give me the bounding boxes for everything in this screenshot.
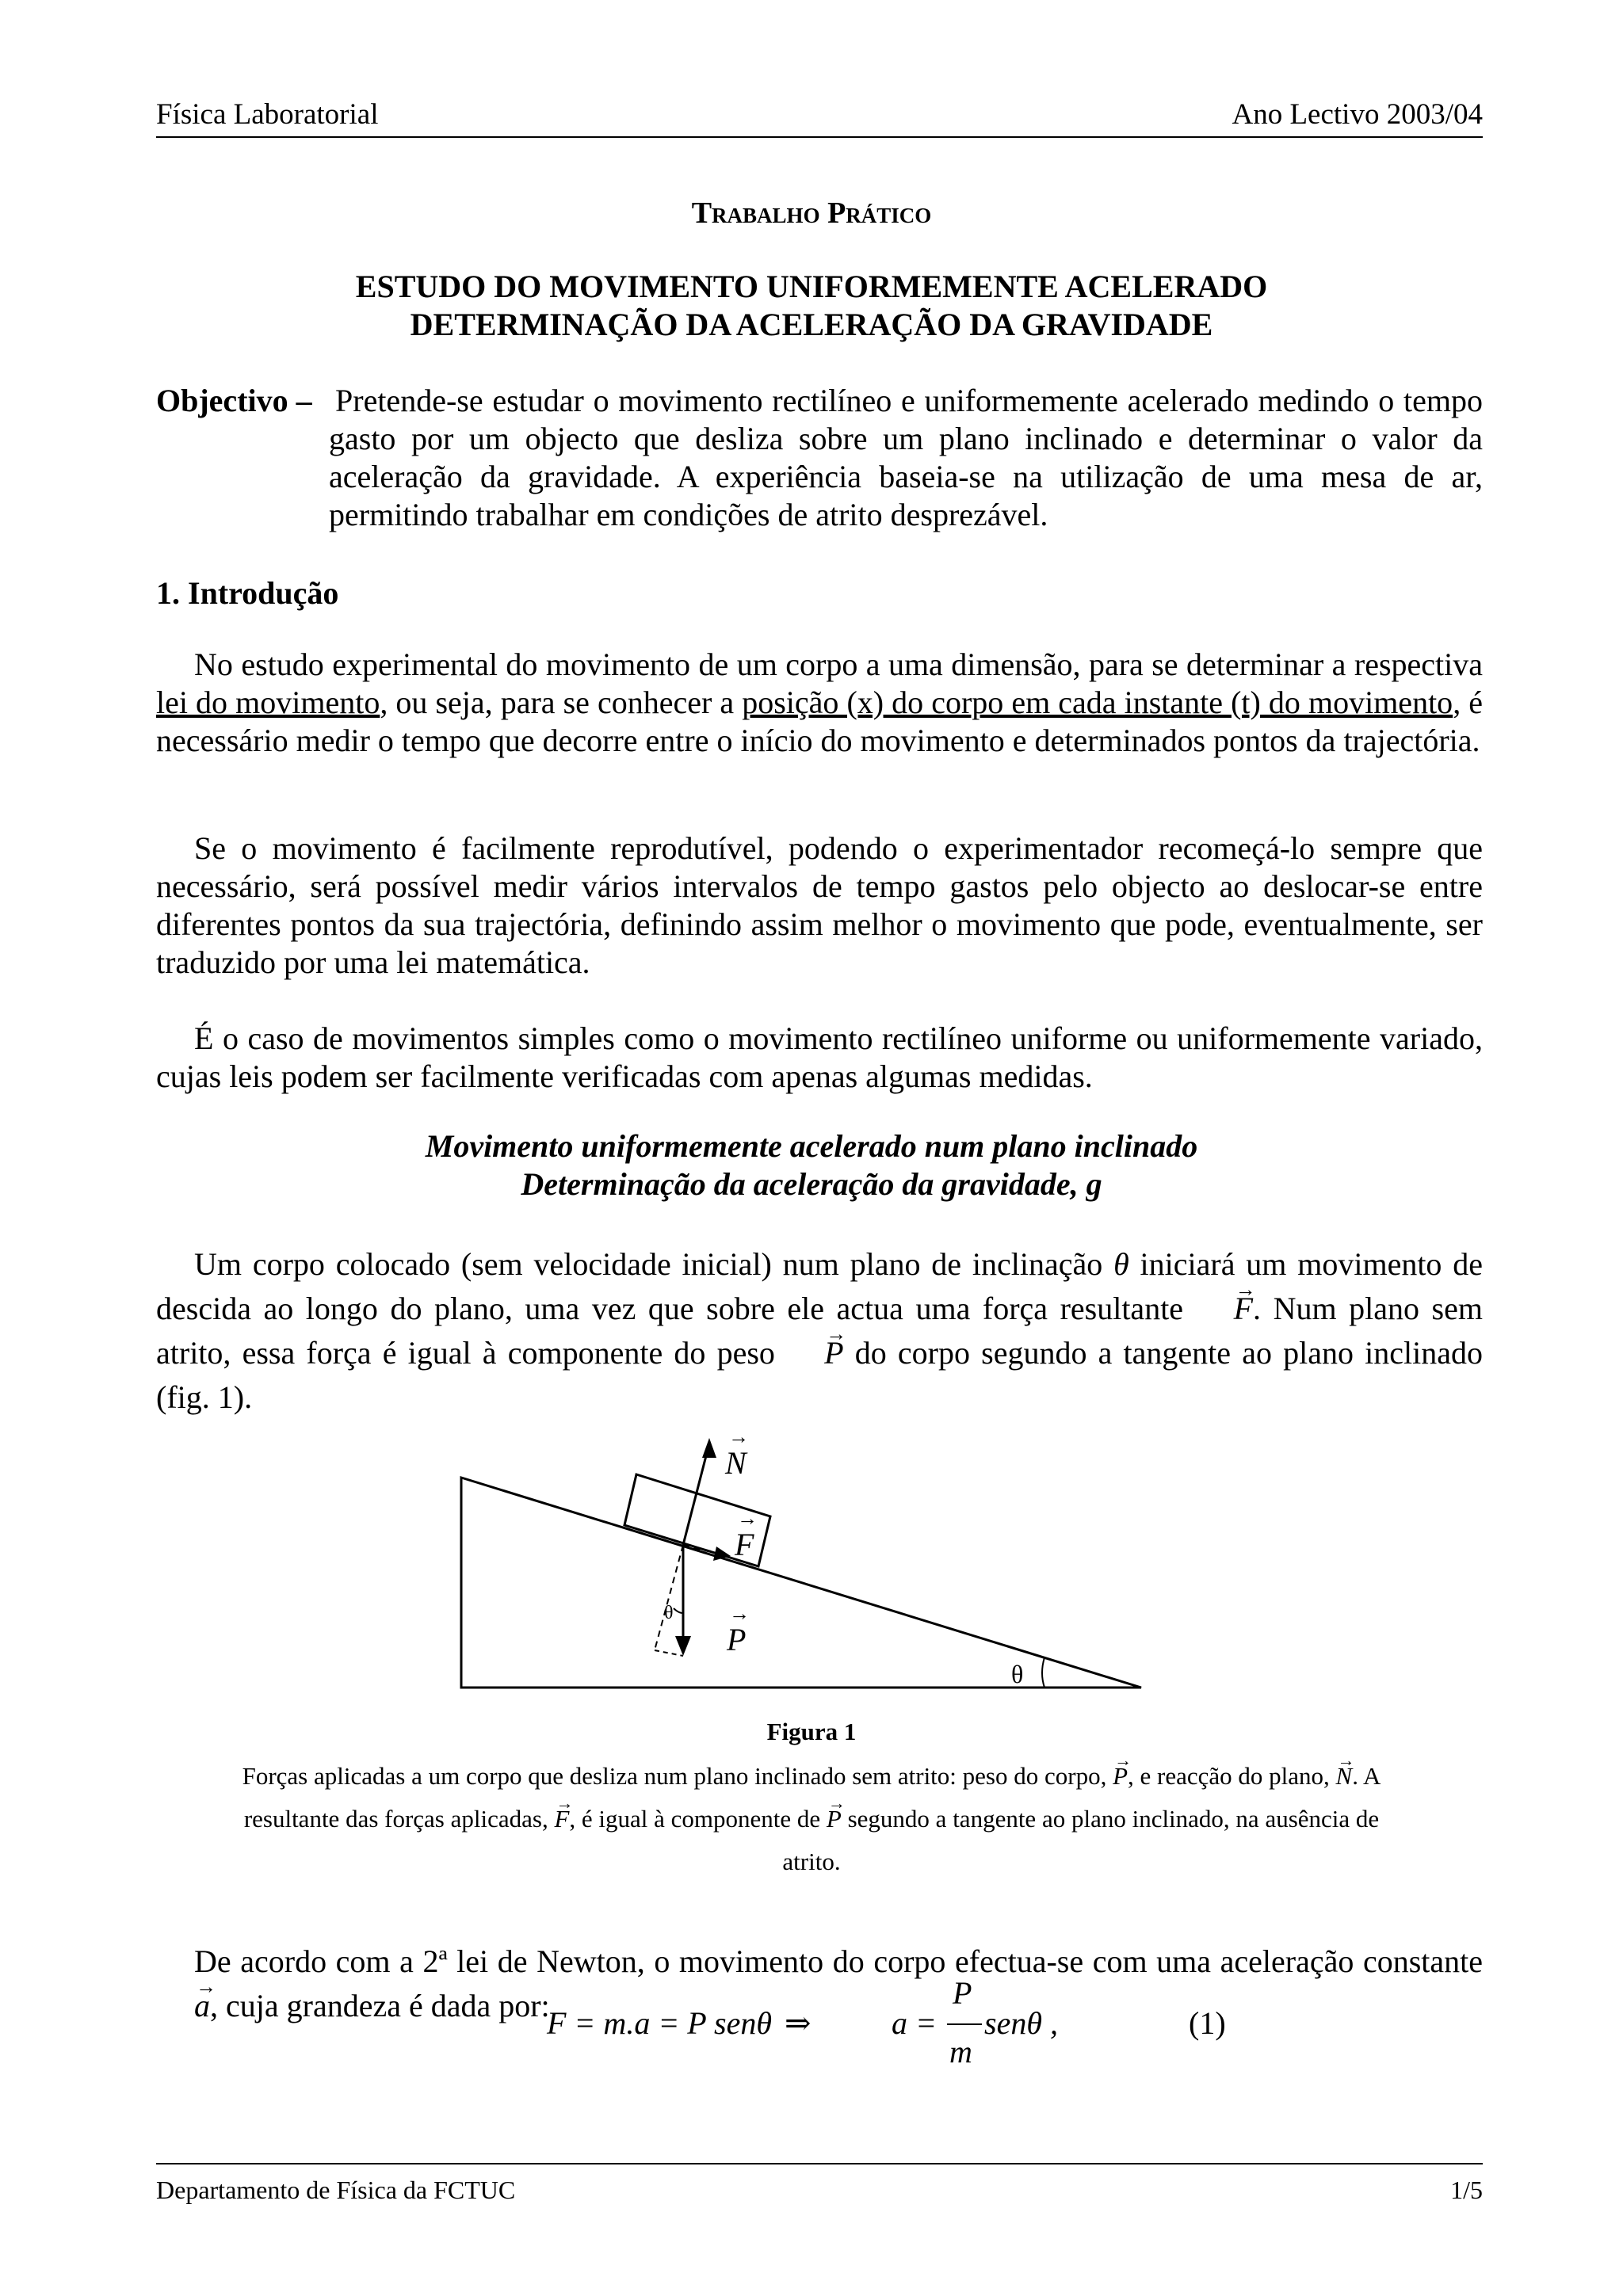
label-N-arrow: → xyxy=(728,1426,749,1448)
newton-law-paragraph: De acordo com a 2ª lei de Newton, o movimento do corpo efectua-se com uma aceleração constante → a, cuja grandeza é dada por: xyxy=(156,1939,1483,2028)
intro-paragraph-2: Se o movimento é facilmente reprodutível, podendo o experimentador recomeçá-lo sempre que necessário, será possível medir vários intervalos de tempo gastos pelo objecto ao deslocar-se entre diferentes pontos da sua trajectória, definindo assim melhor o movimento que pode, eventualmente, ser traduzido por uma lei matemática. xyxy=(156,830,1483,980)
fraction-denominator: m xyxy=(949,2034,972,2069)
intro-paragraph-3: É o caso de movimentos simples como o movimento rectilíneo uniforme ou uniformemente variado, cujas leis podem ser facilmente verificadas com apenas algumas medidas. xyxy=(156,1020,1483,1094)
weight-vector-P: → P xyxy=(786,1331,843,1375)
equation-tail: senθ , xyxy=(984,2005,1058,2041)
footer-department: Departamento de Física da FCTUC xyxy=(156,2176,516,2204)
intro-paragraph-1: No estudo experimental do movimento de um corpo a uma dimensão, para se determinar a respectiva lei do movimento, ou seja, para se conhecer a posição (x) do corpo em cada instante (t) do movimento, é necessário medir o tempo que decorre entre o início do movimento e determinados pontos da trajectória. xyxy=(156,646,1484,758)
inclined-plane-figure xyxy=(452,1426,1165,1703)
component-connector-dashed xyxy=(655,1650,683,1656)
acceleration-vector: → a xyxy=(156,1984,210,2028)
small-angle-arc xyxy=(674,1608,683,1613)
main-title-line2: DETERMINAÇÃO DA ACELERAÇÃO DA GRAVIDADE xyxy=(410,307,1213,342)
underlined-law-of-motion: lei do movimento xyxy=(156,685,380,720)
equation-number: (1) xyxy=(1189,2005,1226,2041)
weight-arrowhead xyxy=(675,1636,691,1656)
label-theta-small: θ xyxy=(664,1603,674,1623)
section-heading-introduction: 1. Introdução xyxy=(156,575,339,611)
label-theta-angle: θ xyxy=(1011,1660,1024,1688)
implies-arrow: ⇒ xyxy=(785,2005,812,2041)
header-course: Física Laboratorial xyxy=(156,98,379,131)
label-P-arrow: → xyxy=(729,1602,750,1625)
page-header xyxy=(156,95,1483,138)
subsection-title-line2: Determinação da aceleração da gravidade, g xyxy=(521,1166,1102,1202)
equation-left-side: F = m.a = P senθ xyxy=(547,2005,772,2041)
theta-symbol: θ xyxy=(1113,1246,1129,1282)
equation-a: a = xyxy=(892,2005,937,2041)
normal-arrowhead xyxy=(702,1438,716,1458)
header-year: Ano Lectivo 2003/04 xyxy=(1232,98,1483,131)
label-N: N xyxy=(725,1445,747,1481)
footer-page-number: 1/5 xyxy=(1450,2176,1483,2204)
subsection-title-line1: Movimento uniformemente acelerado num plano inclinado xyxy=(425,1128,1198,1164)
underlined-position-definition: posição (x) do corpo em cada instante (t) do movimento xyxy=(742,685,1453,720)
label-P: P xyxy=(727,1622,747,1657)
subsection-title xyxy=(0,1127,1623,1203)
objective-block xyxy=(156,382,1483,534)
force-vector-F: → F xyxy=(1196,1287,1253,1331)
main-title xyxy=(0,268,1623,344)
objective-text: Pretende-se estudar o movimento rectilíneo e uniformemente acelerado medindo o tempo gasto por um objecto que desliza sobre um plano inclinado e determinar o valor da aceleração da gravidade. A experiência baseia-se na utilização de uma mesa de ar, permitindo trabalhar em condições de atrito desprezável. xyxy=(329,383,1483,532)
incline-triangle xyxy=(461,1478,1141,1688)
label-F-arrow: → xyxy=(737,1507,758,1530)
equation-1 xyxy=(547,1975,1260,2076)
figure-title: Figura 1 xyxy=(766,1718,857,1745)
page-footer xyxy=(156,2163,1483,2209)
fraction-bar xyxy=(947,2023,982,2025)
inclined-plane-paragraph: Um corpo colocado (sem velocidade inicial) num plano de inclinação θ iniciará um movimento de descida ao longo do plano, uma vez que sobre ele actua uma força resultante → F. Num plano sem atrito, essa força é igual à componente do peso → P do corpo segundo a tangente ao plano inclinado (fig. 1). xyxy=(156,1242,1483,1420)
label-F: F xyxy=(735,1527,754,1562)
base-angle-arc xyxy=(1042,1657,1044,1688)
fraction-numerator: P xyxy=(953,1975,972,2011)
main-title-line1: ESTUDO DO MOVIMENTO UNIFORMEMENTE ACELERADO xyxy=(355,269,1268,304)
normal-component-dashed xyxy=(655,1545,683,1650)
figure-caption: Forças aplicadas a um corpo que desliza num plano inclinado sem atrito: peso do corpo, → P, e reacção do plano, → N. A resultante das forças aplicadas, → F, é igual à componente de → P segundo a tangente ao plano inclinado, na ausência de atrito. xyxy=(214,1755,1409,1883)
doc-type-heading: Trabalho Prático xyxy=(691,196,932,230)
objective-label: Objectivo – xyxy=(156,383,312,418)
